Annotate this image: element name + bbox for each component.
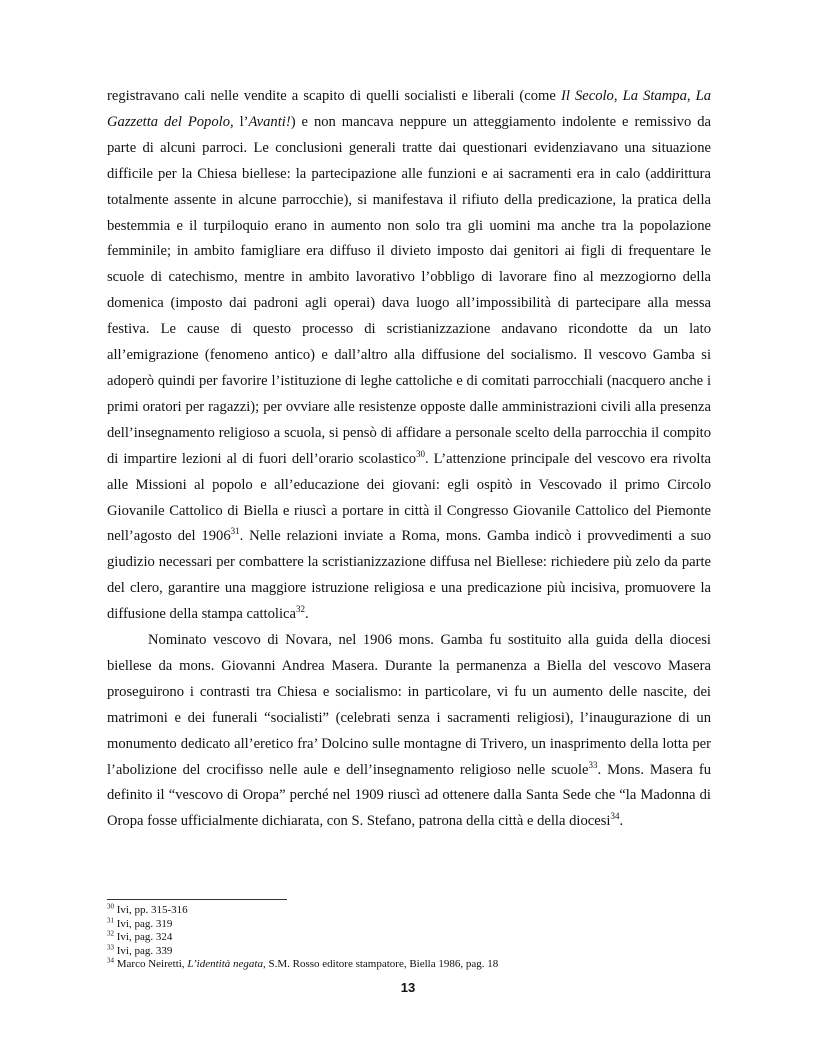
- text-run: Nominato vescovo di Novara, nel 1906 mons. Gamba fu sostituito alla guida della diocesi biellese da mons. Giovanni Andrea Masera. Durante la permanenza a Biella del vescovo Masera proseguirono i contrasti tra Chiesa e socialismo: in particolare, vi fu un aumento delle nascite, dei matrimoni e dei funerali “socialisti” (celebrati senza i sacramenti religiosi), l’inaugurazione di un monumento dedicato all’eretico fra’ Dolcino sulle montagne di Trivero, un inasprimento della lotta per l’abolizione del crocifisso nelle aule e dell’insegnamento religioso nelle scuole: [107, 632, 711, 778]
- footnote-number: 31: [107, 915, 114, 924]
- text-run: ) e non mancava neppure un atteggiamento indolente e remissivo da parte di alcuni parroci. Le conclusioni generali tratte dai questionari evidenziavano una situazione difficile per la Chiesa biellese: la partecipazione alle funzioni e ai sacramenti era in calo (addirittura totalmente assente in alcune parrocchie), si manifestava il rifiuto della predicazione, la pratica della bestemmia e il turpiloquio erano in aumento non solo tra gli uomini ma anche tra la popolazione femminile; in ambito famigliare era diffuso il divieto imposto dai genitori ai figli di frequentare le scuole di catechismo, mentre in ambito lavorativo l’obbligo di lavorare fino al mezzogiorno della domenica (imposto dai padroni agli operai) dava luogo all’impossibilità di partecipare alla messa festiva. Le cause di questo processo di scristianizzazione andavano ricondotte da un lato all’emigrazione (fenomeno antico) e dall’altro alla diffusione del socialismo. Il vescovo Gamba si adoperò quindi per favorire l’istituzione di leghe cattoliche e di comitati parrocchiali (nacquero anche i primi oratori per ragazzi); per ovviare alle resistenze opposte dalle amministrazioni civili alla presenza dell’insegnamento religioso a scuola, si pensò di affidare a personale scelto della parrocchia il compito di impartire lezioni al di fuori dell’orario scolastico: [107, 113, 711, 467]
- newspaper-title: La Stampa: [622, 88, 687, 104]
- newspaper-title: La Gazzetta del Popolo: [107, 88, 712, 130]
- footnote-text: Ivi, pp. 315-316: [116, 904, 188, 916]
- text-run: . Mons. Masera fu definito il “vescovo di Oropa” perché nel 1909 riuscì ad ottenere dalla Santa Sede che “la Madonna di Oropa fosse ufficialmente dichiarata, con S. Stefano, patrona della città e della diocesi: [107, 761, 711, 830]
- text-run: registravano cali nelle vendite a scapito di quelli socialisti e liberali (come: [107, 88, 561, 104]
- text-run: .: [619, 813, 624, 830]
- footnotes: [107, 904, 711, 972]
- footnote-number: 34: [107, 956, 114, 965]
- footnote-text: Ivi, pag. 319: [116, 917, 173, 930]
- page-number: 13: [400, 980, 416, 995]
- footnote-text: Marco Neiretti,: [116, 958, 188, 971]
- text-run: , l’: [230, 113, 249, 130]
- footnote-ref[interactable]: 32: [295, 604, 305, 615]
- footnote-text: Ivi, pag. 324: [116, 931, 173, 944]
- footnote-ref[interactable]: 33: [588, 759, 598, 770]
- footnote: [107, 915, 711, 932]
- text-run: . Nelle relazioni inviate a Roma, mons. Gamba indicò i provvedimenti a suo giudizio necessari per combattere la scristianizzazione diffusa nel Biellese: richiedere più zelo da parte del clero, garantire una maggiore istruzione religiosa e una predicazione più incisiva, promuovere la diffusione della stampa cattolica: [107, 528, 711, 623]
- paragraph: [107, 628, 711, 835]
- footnote: [107, 945, 711, 959]
- footnote-ref[interactable]: 30: [416, 448, 425, 459]
- footnote-number: 32: [107, 929, 114, 938]
- newspaper-title: Il Secolo: [560, 88, 614, 104]
- footnote: [107, 958, 711, 972]
- footnote: [107, 931, 711, 945]
- text-run: ,: [686, 88, 696, 104]
- book-title: L’identità negata: [187, 958, 263, 971]
- body-text: [107, 84, 711, 835]
- footnote-separator: [107, 899, 287, 900]
- footnote: [107, 904, 711, 918]
- paragraph: [107, 84, 711, 628]
- newspaper-title: Avanti!: [248, 113, 291, 130]
- footnote-text: Ivi, pag. 339: [116, 944, 173, 957]
- footnote-number: 30: [107, 902, 114, 911]
- footnote-number: 33: [107, 943, 114, 952]
- footnote-ref[interactable]: 34: [610, 811, 620, 822]
- footnote-ref[interactable]: 31: [230, 526, 240, 537]
- text-run: ,: [613, 88, 623, 104]
- text-run: .: [304, 606, 309, 623]
- text-run: . L’attenzione principale del vescovo era rivolta alle Missioni al popolo e all’educazione dei giovani: egli ospitò in Vescovado il primo Circolo Giovanile Cattolico di Biella e riuscì a portare in città il Congresso Giovanile Cattolico del Piemonte nell’agosto del 1906: [107, 450, 711, 545]
- footnote-text: , S.M. Rosso editore stampatore, Biella 1986, pag. 18: [262, 958, 499, 971]
